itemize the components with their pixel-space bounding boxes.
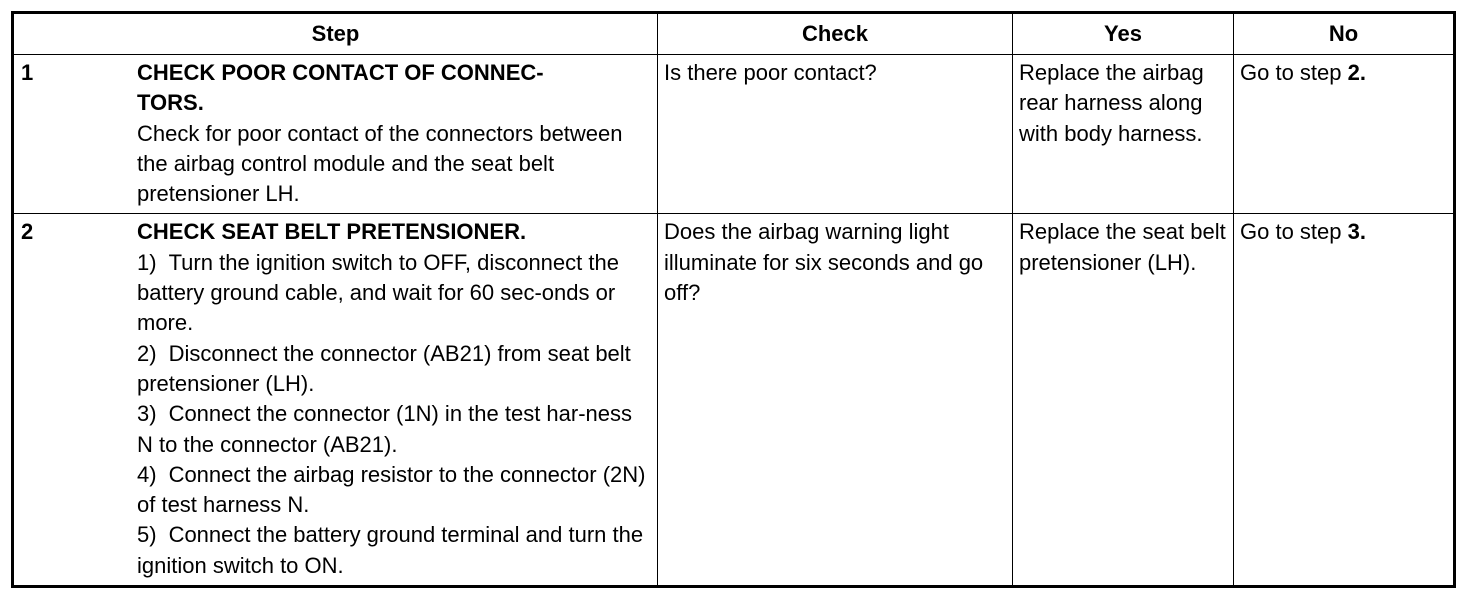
go-to-step-link: 3. bbox=[1347, 219, 1366, 245]
substep-item bbox=[137, 339, 653, 400]
table-row bbox=[13, 55, 1455, 214]
no-text bbox=[1234, 214, 1453, 251]
go-to-step-link: 2. bbox=[1347, 60, 1366, 85]
check-text: Does the airbag warning light illuminate for six seconds and go off? bbox=[664, 219, 984, 306]
step-cell bbox=[13, 55, 658, 214]
table-header-row bbox=[13, 13, 1455, 55]
no-cell bbox=[1234, 55, 1455, 214]
substep-text: Connect the battery ground terminal and turn the ignition switch to ON. bbox=[137, 522, 644, 578]
substep-number: 1) bbox=[137, 249, 157, 275]
table-row bbox=[13, 214, 1455, 587]
step-cell bbox=[13, 214, 658, 587]
header-step: Step bbox=[13, 13, 658, 55]
step-title: CHECK SEAT BELT PRETENSIONER. bbox=[137, 219, 527, 245]
yes-cell bbox=[1013, 214, 1234, 587]
no-text bbox=[1234, 55, 1453, 92]
substep-number: 5) bbox=[137, 522, 157, 548]
diagnostic-table bbox=[11, 11, 1456, 588]
substep-text: Disconnect the connector (AB21) from seat belt pretensioner (LH). bbox=[137, 340, 631, 396]
substep-number: 2) bbox=[137, 340, 157, 366]
check-cell bbox=[658, 214, 1013, 587]
check-text: Is there poor contact? bbox=[664, 60, 877, 85]
yes-cell bbox=[1013, 55, 1234, 214]
step-description: Check for poor contact of the connectors between the airbag control module and the seat belt pretensioner LH. bbox=[137, 120, 623, 207]
substep-item bbox=[137, 248, 653, 339]
substep-number: 3) bbox=[137, 401, 157, 427]
yes-text: Replace the airbag rear harness along with body harness. bbox=[1019, 60, 1204, 146]
header-check: Check bbox=[658, 13, 1013, 55]
step-number: 2 bbox=[21, 219, 34, 245]
substep-item bbox=[137, 399, 653, 460]
no-cell bbox=[1234, 214, 1455, 587]
step-number: 1 bbox=[21, 60, 34, 85]
substep-text: Connect the connector (1N) in the test har-ness N to the connector (AB21). bbox=[137, 401, 633, 457]
yes-text: Replace the seat belt pretensioner (LH). bbox=[1019, 219, 1226, 275]
no-prefix: Go to step bbox=[1240, 219, 1348, 245]
substep-item bbox=[137, 520, 653, 581]
header-yes: Yes bbox=[1013, 13, 1234, 55]
no-prefix: Go to step bbox=[1240, 60, 1348, 85]
step-title: CHECK POOR CONTACT OF CONNEC- TORS. bbox=[137, 60, 544, 116]
substep-text: Turn the ignition switch to OFF, disconnect the battery ground cable, and wait for 60 sec-onds or more. bbox=[137, 249, 619, 336]
header-no: No bbox=[1234, 13, 1455, 55]
substep-item bbox=[137, 460, 653, 521]
substep-text: Connect the airbag resistor to the connector (2N) of test harness N. bbox=[137, 461, 646, 518]
check-cell bbox=[658, 55, 1013, 214]
substep-number: 4) bbox=[137, 461, 157, 487]
